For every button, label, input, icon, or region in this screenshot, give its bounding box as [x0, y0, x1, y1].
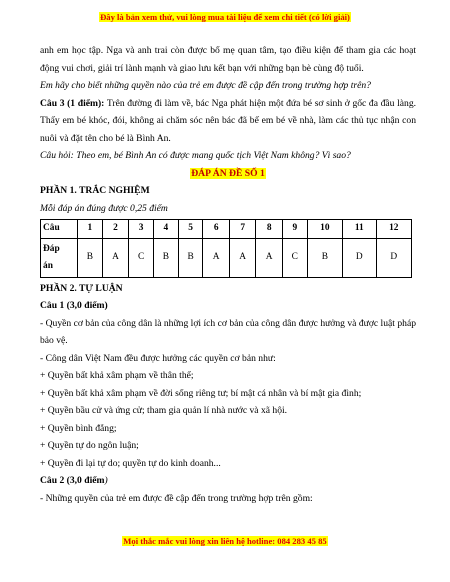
essay-answer-line: + Quyền tự do ngôn luận; [40, 440, 139, 451]
table-answer: A [203, 238, 230, 277]
document-body [40, 42, 416, 507]
question-3-prompt: Câu hỏi: Theo em, bé Bình An có được mang quốc tịch Việt Nam không? Vì sao? [40, 150, 351, 161]
table-answer: B [78, 238, 103, 277]
table-number: 8 [256, 220, 283, 239]
part-1-note: Mỗi đáp án đúng được 0,25 điểm [40, 202, 168, 214]
table-head-question: Câu [41, 220, 78, 239]
answer-table [40, 219, 412, 278]
table-answer: C [129, 238, 154, 277]
table-number: 3 [129, 220, 154, 239]
essay-answer-line: - Những quyền của trẻ em được đề cập đến trong trường hợp trên gồm: [40, 492, 313, 504]
table-answer: A [102, 238, 129, 277]
essay-answer-line: - Công dân Việt Nam đều được hưởng các quyền cơ bản như: [40, 352, 276, 364]
essay-question-1-title: Câu 1 (3,0 điểm) [40, 300, 108, 311]
table-number: 12 [376, 220, 411, 239]
table-number: 5 [178, 220, 203, 239]
answer-table-header-row [41, 220, 412, 239]
table-number: 9 [282, 220, 307, 239]
paragraph-context: anh em học tập. Nga và anh trai còn được bố mẹ quan tâm, tạo điều kiện để tham gia các hoạt động vui chơi, giải trí lành mạnh và giao lưu kết bạn với những bạn bè cùng độ tuổi. [40, 45, 416, 74]
table-answer: C [282, 238, 307, 277]
preview-banner [0, 12, 450, 22]
table-answer: B [153, 238, 178, 277]
answer-key-title: ĐÁP ÁN ĐỀ SỐ 1 [191, 167, 265, 179]
table-head-answer: Đáp án [41, 238, 78, 277]
hotline-banner-text: Mọi thắc mắc vui lòng xin liên hệ hotline: 084 283 45 85 [123, 536, 327, 546]
table-number: 2 [102, 220, 129, 239]
essay-answer-line: + Quyền bình đẳng; [40, 422, 117, 434]
table-answer: D [376, 238, 411, 277]
question-3-label: Câu 3 (1 điểm): [40, 97, 105, 109]
part-1-title: PHẦN 1. TRẮC NGHIỆM [40, 185, 150, 196]
table-number: 11 [343, 220, 377, 239]
table-answer: B [307, 238, 342, 277]
essay-answer-line: + Quyền đi lại tự do; quyền tự do kinh doanh... [40, 457, 221, 469]
part-2-title: PHẦN 2. TỰ LUẬN [40, 282, 123, 294]
answer-table-answer-row [41, 238, 412, 277]
essay-answer-line: + Quyền bất khả xâm phạm về thân thể; [40, 370, 194, 381]
table-answer: B [178, 238, 203, 277]
table-answer: A [256, 238, 283, 277]
essay-answer-line: + Quyền bất khả xâm phạm về đời sống riêng tư; bí mật cá nhân và bí mật gia đình; [40, 387, 362, 399]
preview-banner-text: Đây là bản xem thử, vui lòng mua tài liệu để xem chi tiết (có lời giải) [100, 12, 350, 22]
question-2-prompt: Em hãy cho biết những quyền nào của trẻ em được đề cập đến trong trường hợp trên? [40, 80, 371, 91]
table-number: 7 [229, 220, 256, 239]
table-answer: A [229, 238, 256, 277]
essay-answer-line: - Quyền cơ bản của công dân là những lợi ích cơ bản của công dân được hưởng và được luật pháp bảo vệ. [40, 317, 416, 346]
table-number: 4 [153, 220, 178, 239]
hotline-banner [0, 536, 450, 546]
table-number: 6 [203, 220, 230, 239]
table-number: 1 [78, 220, 103, 239]
table-number: 10 [307, 220, 342, 239]
question-3-text: Trên đường đi làm về, bác Nga phát hiện một đứa bé sơ sinh ở gốc đa đầu làng. Thấy em bé khóc, đói, không ai chăm sóc nên bác đã bế em bé về nhà, làm các thủ tục nhận con nuôi và đặt tên cho bé là Bình An. [40, 97, 417, 144]
table-answer: D [343, 238, 377, 277]
question-3 [40, 95, 416, 148]
essay-answer-line: + Quyền bầu cử và ứng cử; tham gia quản lí nhà nước và xã hội. [40, 405, 288, 416]
essay-question-2-title: Câu 2 (3,0 điểm) [40, 475, 108, 486]
